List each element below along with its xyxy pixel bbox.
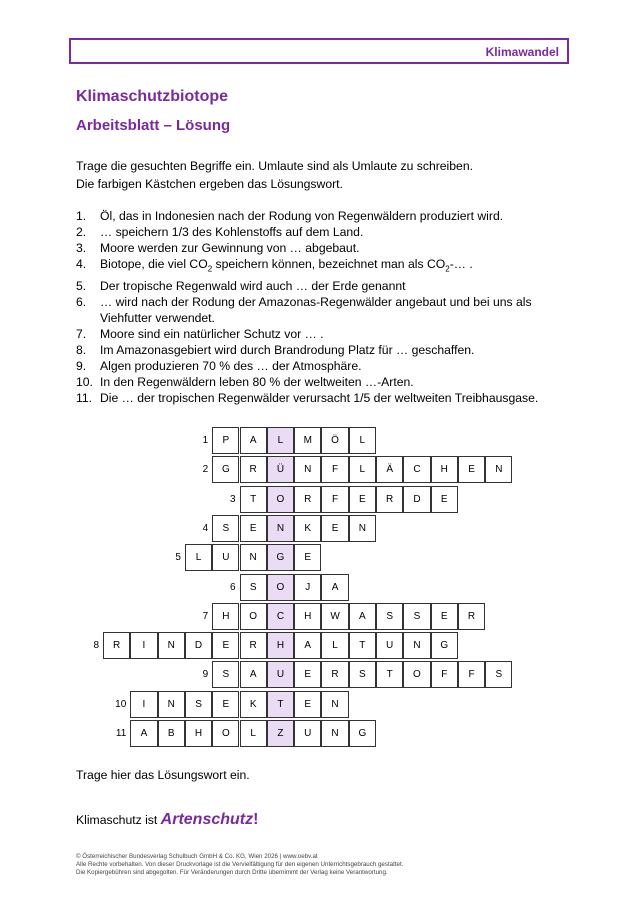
question-text: Moore werden zur Gewinnung von … abgebaut. — [100, 241, 360, 256]
question-item — [76, 240, 566, 256]
crossword-cell: N — [240, 544, 267, 571]
instruction-line-1: Trage die gesuchten Begriffe ein. Umlaute sind als Umlaute zu schreiben. — [76, 159, 473, 173]
crossword-cell: R — [294, 486, 321, 513]
question-item — [76, 374, 566, 390]
crossword-cell: N — [158, 691, 185, 718]
crossword-cell: H — [212, 603, 239, 630]
crossword-cell: G — [349, 720, 376, 747]
crossword-cell: A — [294, 632, 321, 659]
question-list — [76, 208, 566, 407]
crossword-solution-cell: T — [267, 691, 294, 718]
crossword-solution-cell: G — [267, 544, 294, 571]
crossword-cell: Ä — [376, 456, 403, 483]
question-item — [76, 294, 566, 326]
crossword-cell: S — [376, 603, 403, 630]
crossword-cell: L — [240, 720, 267, 747]
question-item — [76, 256, 566, 278]
crossword-cell: U — [212, 544, 239, 571]
crossword-row-number: 9 — [202, 669, 209, 681]
crossword-cell: E — [240, 515, 267, 542]
question-number: 4. — [76, 257, 87, 272]
question-number: 9. — [76, 359, 87, 374]
question-text: … wird nach der Rodung der Amazonas-Regenwälder angebaut und bei uns als Viehfutter verwendet. — [100, 294, 532, 325]
crossword-cell: I — [130, 632, 157, 659]
crossword-cell: P — [212, 427, 239, 454]
footer — [76, 853, 403, 877]
crossword-cell: N — [294, 456, 321, 483]
crossword-cell: A — [321, 574, 348, 601]
question-number: 10. — [76, 375, 93, 390]
crossword-solution-cell: H — [267, 632, 294, 659]
crossword-cell: S — [212, 661, 239, 688]
footer-line-3: Die Kopiergebühren sind abgegolten. Für Veränderungen durch Dritte übernimmt der Verlag keine Verantwortung. — [76, 869, 388, 876]
solution-suffix: ! — [253, 811, 259, 828]
question-number: 5. — [76, 278, 87, 293]
crossword-cell: B — [158, 720, 185, 747]
answer-prompt: Trage hier das Lösungswort ein. — [76, 768, 250, 782]
crossword-cell: S — [240, 574, 267, 601]
crossword-cell: G — [212, 456, 239, 483]
crossword-cell: S — [485, 661, 512, 688]
crossword-row-number: 6 — [229, 581, 236, 593]
crossword-cell: F — [321, 456, 348, 483]
solution-word: Artenschutz — [160, 811, 254, 828]
crossword-row-number: 3 — [229, 493, 236, 505]
question-item — [76, 358, 566, 374]
crossword-cell: S — [403, 603, 430, 630]
crossword-solution-cell: O — [267, 574, 294, 601]
crossword-cell: D — [185, 632, 212, 659]
crossword-row-number: 4 — [202, 522, 209, 534]
header-topic-label: Klimawandel — [485, 45, 559, 59]
crossword-cell: N — [321, 691, 348, 718]
crossword-cell: E — [212, 691, 239, 718]
crossword-cell: D — [403, 486, 430, 513]
crossword-cell: N — [349, 515, 376, 542]
crossword-solution-cell: U — [267, 661, 294, 688]
crossword-cell: O — [403, 661, 430, 688]
crossword-solution-cell: L — [267, 427, 294, 454]
question-item — [76, 224, 566, 240]
crossword-cell: K — [294, 515, 321, 542]
crossword-cell: E — [212, 632, 239, 659]
question-text: Im Amazonasgebiert wird durch Brandrodung Platz für … geschaffen. — [100, 343, 475, 358]
question-item — [76, 208, 566, 224]
crossword-row-number: 2 — [202, 464, 209, 476]
crossword-cell: E — [458, 456, 485, 483]
question-text: In den Regenwäldern leben 80 % der weltweiten …-Arten. — [100, 375, 414, 390]
crossword-solution-cell: C — [267, 603, 294, 630]
footer-line-2: Alle Rechte vorbehalten. Von dieser Druckvorlage ist die Vervielfältigung für den eigenen Unterrichtsgebrauch gestattet. — [76, 861, 404, 868]
question-item — [76, 278, 566, 294]
question-item — [76, 390, 566, 406]
crossword-cell: E — [294, 544, 321, 571]
crossword-solution-cell: O — [267, 486, 294, 513]
crossword-cell: U — [294, 720, 321, 747]
crossword-solution-cell: N — [267, 515, 294, 542]
question-item — [76, 342, 566, 358]
crossword-cell: K — [240, 691, 267, 718]
crossword-cell: A — [240, 661, 267, 688]
crossword-cell: L — [185, 544, 212, 571]
crossword-cell: O — [240, 603, 267, 630]
crossword-cell: T — [376, 661, 403, 688]
crossword-cell: A — [240, 427, 267, 454]
crossword-cell: H — [294, 603, 321, 630]
crossword-cell: E — [349, 486, 376, 513]
question-text: Die … der tropischen Regenwälder verursacht 1/5 der weltweiten Treibhausgase. — [100, 391, 539, 406]
question-number: 11. — [76, 391, 93, 406]
instructions — [76, 157, 473, 193]
instruction-line-2: Die farbigen Kästchen ergeben das Lösungswort. — [76, 177, 343, 191]
crossword-cell: E — [321, 515, 348, 542]
crossword-cell: N — [485, 456, 512, 483]
crossword-solution-cell: Z — [267, 720, 294, 747]
crossword-cell: E — [431, 603, 458, 630]
crossword-cell: R — [321, 661, 348, 688]
crossword-row-number: 11 — [115, 728, 127, 739]
crossword-cell: F — [458, 661, 485, 688]
solution-sentence — [76, 811, 258, 829]
question-text: … speichern 1/3 des Kohlenstoffs auf dem Land. — [100, 225, 364, 240]
crossword-cell: H — [185, 720, 212, 747]
crossword-row-number: 10 — [115, 698, 127, 710]
crossword-cell: R — [240, 456, 267, 483]
crossword-row-number: 1 — [202, 435, 209, 446]
crossword-cell: R — [458, 603, 485, 630]
crossword-cell: I — [130, 691, 157, 718]
crossword-cell: N — [403, 632, 430, 659]
question-number: 7. — [76, 327, 87, 342]
crossword-cell: R — [240, 632, 267, 659]
crossword-row-number: 7 — [202, 610, 209, 622]
solution-prefix: Klimaschutz ist — [76, 813, 161, 827]
crossword-cell: F — [321, 486, 348, 513]
crossword-cell: O — [212, 720, 239, 747]
crossword-cell: R — [376, 486, 403, 513]
crossword-cell: N — [321, 720, 348, 747]
crossword-cell: S — [349, 661, 376, 688]
crossword-cell: S — [185, 691, 212, 718]
crossword-cell: E — [294, 661, 321, 688]
question-number: 6. — [76, 294, 87, 309]
crossword-cell: J — [294, 574, 321, 601]
footer-line-1: © Österreichischer Bundesverlag Schulbuch GmbH & Co. KG, Wien 2026 | www.oebv.at — [76, 853, 318, 860]
question-number: 2. — [76, 225, 87, 240]
question-item — [76, 326, 566, 342]
question-text: Der tropische Regenwald wird auch … der Erde genannt — [100, 278, 406, 293]
crossword-solution-cell: Ü — [267, 456, 294, 483]
crossword-cell: L — [349, 427, 376, 454]
crossword-cell: A — [130, 720, 157, 747]
question-number: 8. — [76, 343, 87, 358]
crossword-cell: T — [240, 486, 267, 513]
crossword-cell: H — [431, 456, 458, 483]
question-text: Algen produzieren 70 % des … der Atmosphäre. — [100, 359, 362, 374]
page-title: Klimaschutzbiotope — [76, 88, 229, 105]
question-number: 3. — [76, 241, 87, 256]
crossword-cell: Ö — [321, 427, 348, 454]
crossword-cell: G — [431, 632, 458, 659]
crossword-cell: L — [349, 456, 376, 483]
crossword-cell: F — [431, 661, 458, 688]
crossword-cell: E — [431, 486, 458, 513]
question-text: Biotope, die viel $CO_2$ speichern können, bezeichnet man als $CO_2-\dots$ . — [100, 257, 473, 274]
crossword-row-number: 5 — [175, 552, 181, 564]
header-box — [69, 38, 569, 64]
crossword-row-number: 8 — [93, 640, 99, 652]
crossword-cell: U — [376, 632, 403, 659]
question-text: Moore sind ein natürlicher Schutz vor … . — [100, 327, 324, 342]
crossword-cell: M — [294, 427, 321, 454]
crossword-cell: S — [212, 515, 239, 542]
crossword-cell: A — [349, 603, 376, 630]
question-number: 1. — [76, 209, 87, 223]
crossword-cell: E — [294, 691, 321, 718]
crossword-cell: R — [103, 632, 130, 659]
crossword-cell: W — [321, 603, 348, 630]
crossword-cell: L — [321, 632, 348, 659]
crossword-cell: T — [349, 632, 376, 659]
question-text: Öl, das in Indonesien nach der Rodung von Regenwäldern produziert wird. — [100, 209, 504, 223]
page-subtitle: Arbeitsblatt – Lösung — [76, 117, 231, 134]
crossword-cell: N — [158, 632, 185, 659]
crossword-cell: C — [403, 456, 430, 483]
